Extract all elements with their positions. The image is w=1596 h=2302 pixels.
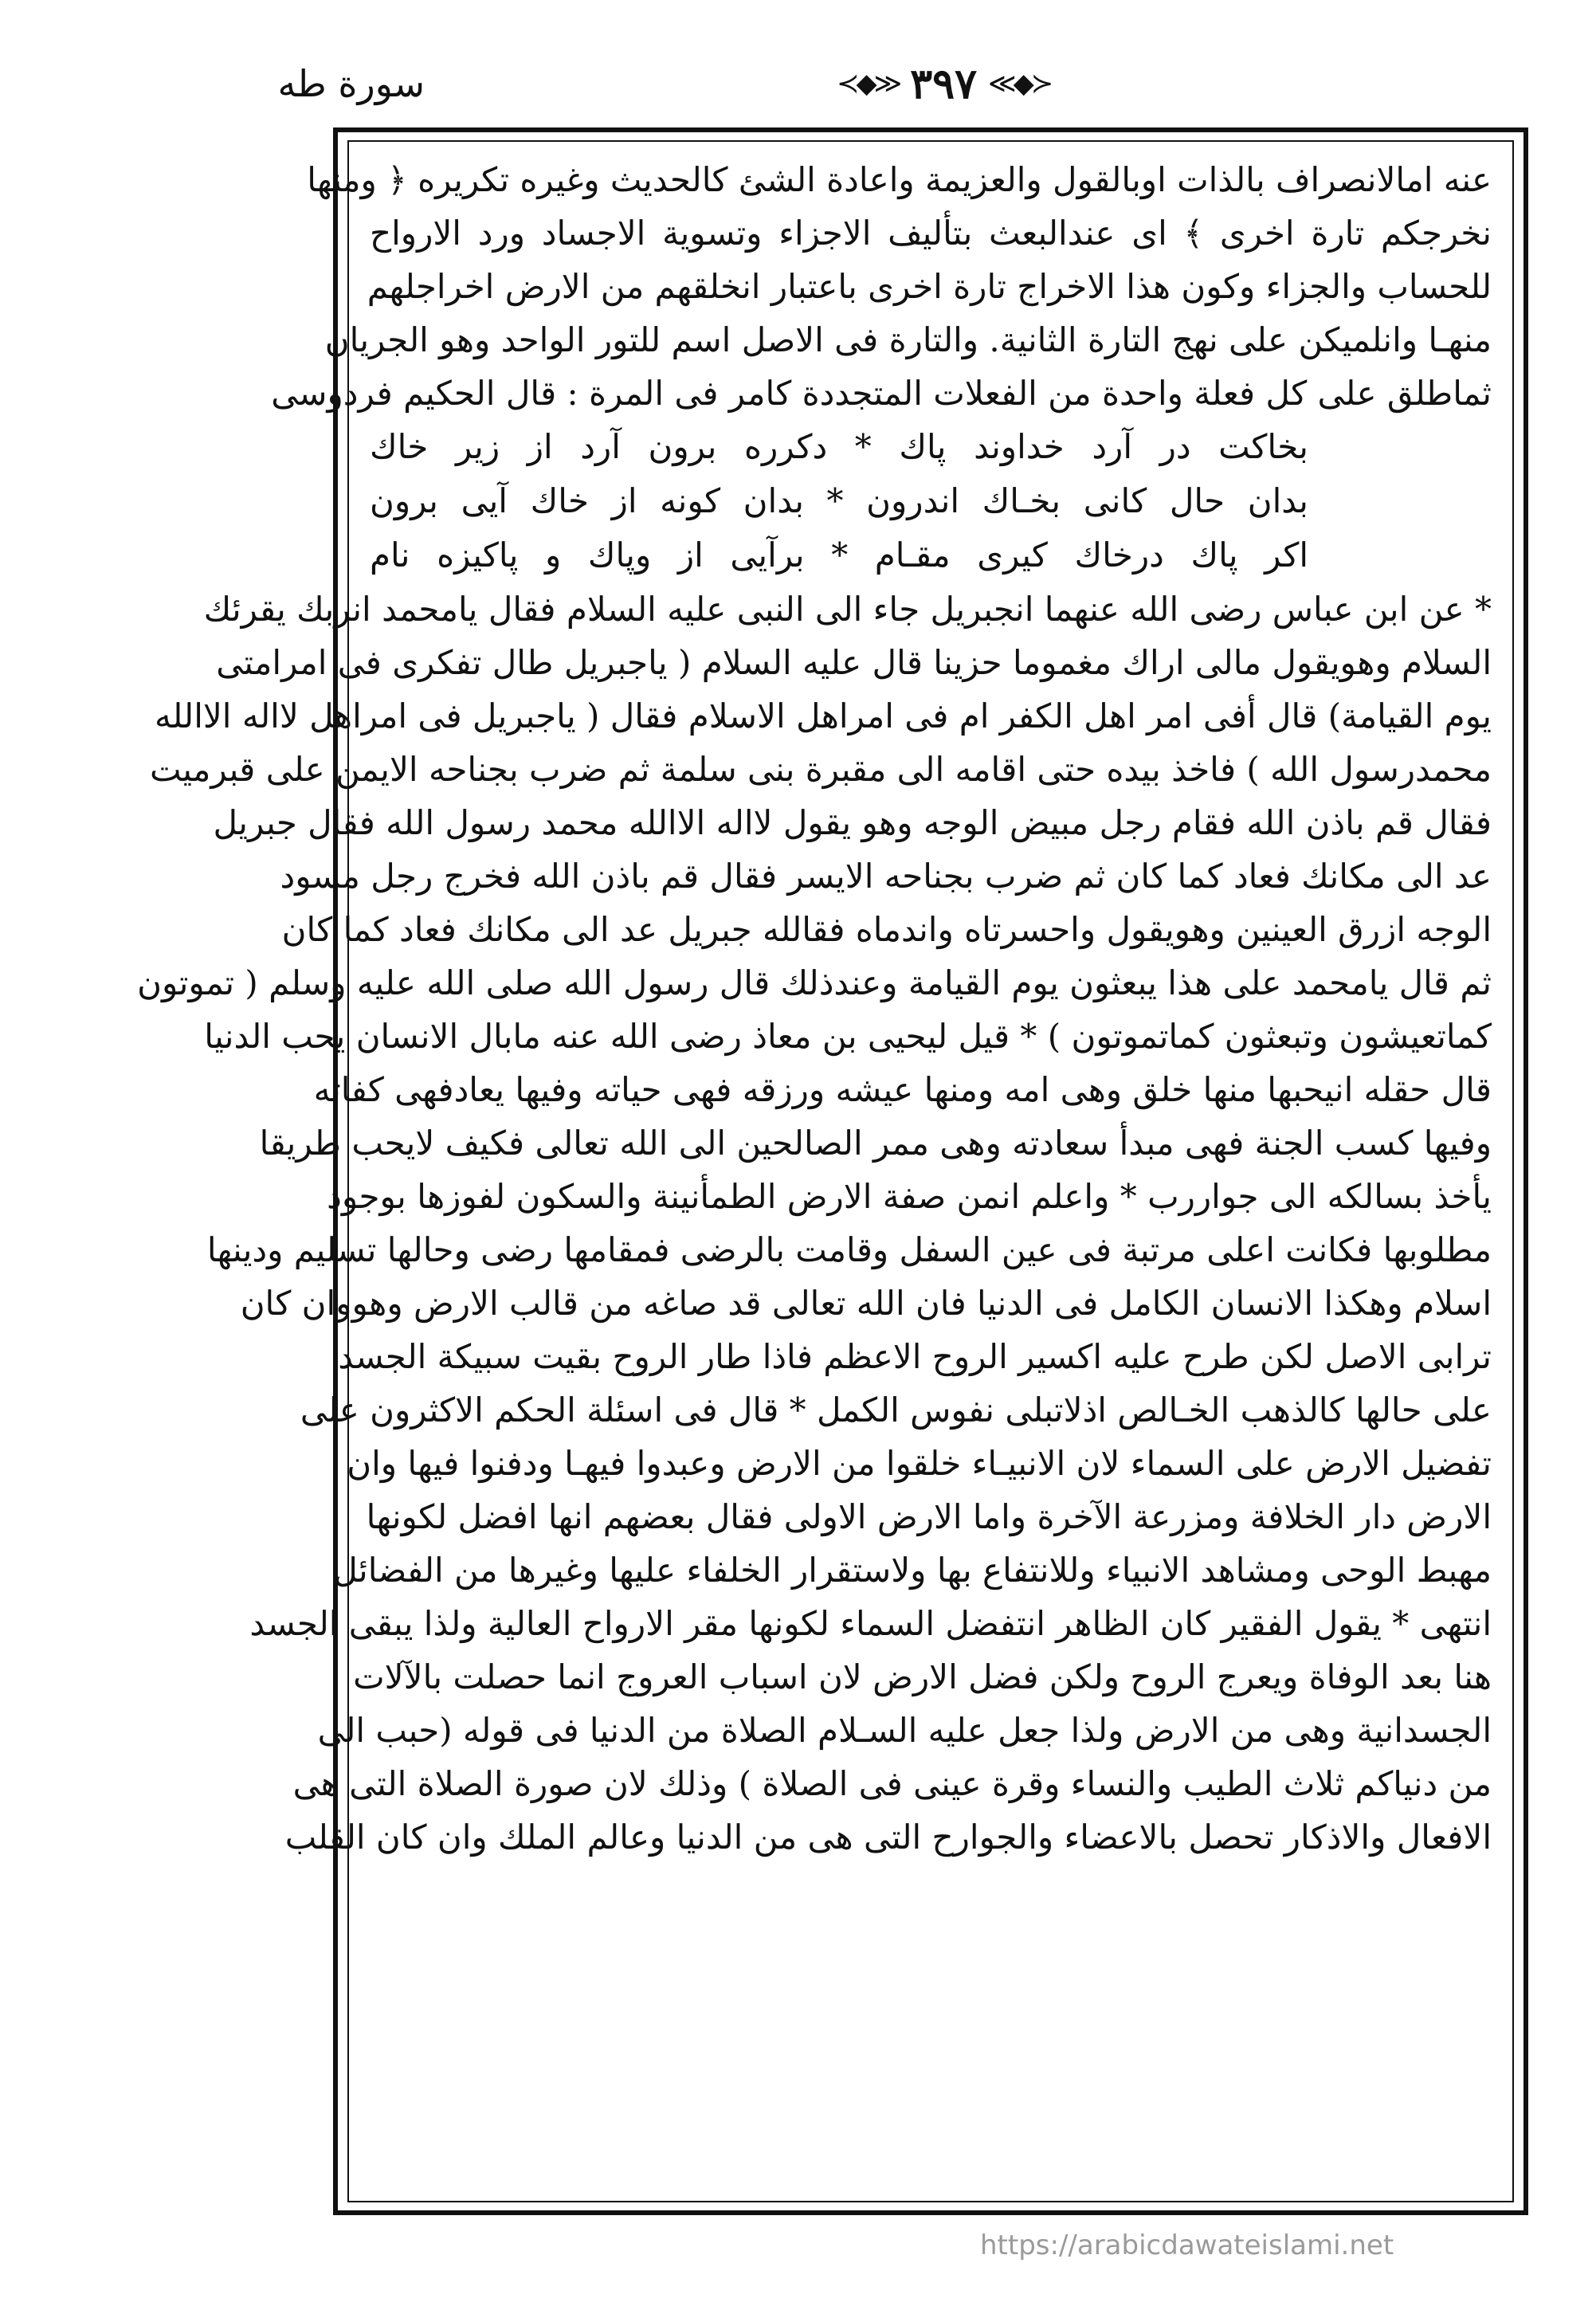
text-line: الارض دار الخلافة ومزرعة الآخرة واما الارض الاولى فقال بعضهم انها افضل لكونها: [366, 1497, 1492, 1536]
text-line: ترابى الاصل لكن طرح عليه اكسير الروح الاعظم فاذا طار الروح بقيت سبيكة الجسد: [338, 1337, 1492, 1376]
text-line: يوم القيامة) قال أفى امر اهل الكفر ام فى امراهل الاسلام فقال ( ياجبريل فى امراهل لااله الاالله: [154, 696, 1492, 735]
text-line: كماتعيشون وتبعثون كماتموتون ) * قيل ليحيى بن معاذ رضى الله عنه مابال الانسان يحب الدنيا: [204, 1017, 1492, 1056]
text-line: الجسدانية وهى من الارض ولذا جعل عليه السـلام الصلاة من الدنيا فى قوله (حبب الى: [317, 1711, 1492, 1750]
text-line: الوجه ازرق العينين وهويقول واحسرتاه واندماه فقالله جبريل عد الى مكانك فعاد كما كان: [281, 910, 1492, 949]
text-line: مهبط الوحى ومشاهد الانبياء وللانتفاع بها ولاستقرار الخلفاء عليها وغيرها من الفضائل: [333, 1551, 1492, 1590]
text-line: ثم قال يامحمد على هذا يبعثون يوم القيامة وعندذلك قال رسول الله صلى الله عليه وسلم ( تموتون: [137, 963, 1492, 1002]
page-header: [0, 0, 1596, 127]
surah-name: سورة طه: [277, 62, 425, 105]
text-line: فقال قم باذن الله فقام رجل مبيض الوجه وهو يقول لااله الاالله محمد رسول الله فقال جبريل: [213, 803, 1492, 842]
ornament-right-icon: ≪◆≻: [988, 68, 1051, 100]
text-frame: [137, 127, 1528, 2215]
text-line: السلام وهويقول مالى اراك مغموما حزينا قال عليه السلام ( ياجبريل طال تفكرى فى امرامتى: [216, 643, 1492, 682]
ornament-left-icon: ≺◆≫: [837, 68, 900, 100]
text-line: للحساب والجزاء وكون هذا الاخراج تارة اخرى باعتبار انخلقهم من الارض اخراجلهم: [367, 267, 1492, 306]
text-line: * عن ابن عباس رضى الله عنهما انجبريل جاء الى النبى عليه السلام فقال يامحمد انربك يقرئك: [203, 590, 1492, 629]
text-line: عنه امالانصراف بالذات اوبالقول والعزيمة واعادة الشئ كالحديث وغيره تكريره ﴿ ومنها: [307, 160, 1492, 199]
text-line: وفيها كسب الجنة فهى مبدأ سعادته وهى ممر الصالحين الى الله تعالى فكيف لايحب طريقا: [259, 1124, 1492, 1163]
watermark-url: https://arabicdawateislami.net: [980, 2229, 1394, 2261]
text-line: على حالها كالذهب الخـالص اذلاتبلى نفوس الكمل * قال فى اسئلة الحكم الاكثرون على: [300, 1390, 1492, 1429]
text-line: اسلام وهكذا الانسان الكامل فى الدنيا فان الله تعالى قد صاغه من قالب الارض وهووان كان: [240, 1284, 1492, 1323]
poem-verse: بدان حال كانى بخـاك اندرون * بدان كونه از خاك آيى برون: [370, 481, 1308, 520]
text-line: انتهى * يقول الفقير كان الظاهر انتفضل السماء لكونها مقر الارواح العالية ولذا يبقى الجسد: [249, 1604, 1492, 1643]
text-line: الافعال والاذكار تحصل بالاعضاء والجوارح التى هى من الدنيا وعالم الملك وان كان القلب: [284, 1818, 1492, 1857]
poem-verse: بخاكت در آرد خداوند پاك * دكرره برون آرد از زير خاك: [370, 427, 1308, 466]
text-frame-inner: [137, 140, 1514, 2202]
text-line: نخرجكم تارة اخرى ﴾ اى عندالبعث بتأليف الاجزاء وتسوية الاجساد ورد الارواح: [370, 214, 1492, 253]
text-line: هنا بعد الوفاة ويعرج الروح ولكن فضل الارض لان اسباب العروج انما حصلت بالآلات: [353, 1657, 1492, 1696]
text-body: [137, 153, 1492, 1864]
poem-verse: اكر پاك درخاك كيرى مقـام * برآيى از وپاك و پاكيزه نام: [370, 535, 1308, 575]
text-line: تفضيل الارض على السماء لان الانبيـاء خلقوا من الارض وعبدوا فيهـا ودفنوا فيها وان: [347, 1444, 1492, 1483]
text-line: ثماطلق على كل فعلة واحدة من الفعلات المتجددة كامر فى المرة : قال الحكيم فردوسى: [271, 374, 1492, 413]
text-line: عد الى مكانك فعاد كما كان ثم ضرب بجناحه الايسر فقال قم باذن الله فخرج رجل مسود: [280, 857, 1492, 896]
page-number: ۳۹۷: [910, 59, 978, 108]
text-line: يأخذ بسالكه الى جواررب * واعلم انمن صفة الارض الطمأنينة والسكون لفوزها بوجود: [327, 1177, 1492, 1216]
text-line: محمدرسول الله ) فاخذ بيده حتى اقامه الى مقبرة بنى سلمة ثم ضرب بجناحه الايمن على قبرميت: [150, 750, 1492, 789]
text-line: منهـا وانلميكن على نهج التارة الثانية. والتارة فى الاصل اسم للتور الواحد وهو الجريان: [324, 320, 1492, 359]
text-line: قال حقله انيحبها منها خلق وهى امه ومنها عيشه ورزقه فهى حياته وفيها يعادفهى كفاته: [313, 1070, 1492, 1109]
page-number-block: [837, 56, 1050, 112]
text-line: مطلوبها فكانت اعلى مرتبة فى عين السفل وقامت بالرضى فمقامها رضى وحالها تسليم ودينها: [206, 1230, 1492, 1269]
text-line: من دنياكم ثلاث الطيب والنساء وقرة عينى فى الصلاة ) وذلك لان صورة الصلاة التى هى: [292, 1764, 1492, 1803]
